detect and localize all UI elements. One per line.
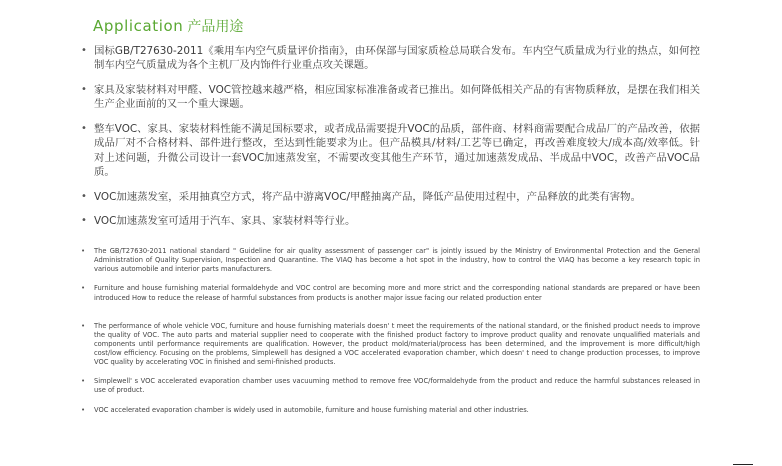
list-item: • Furniture and house furnishing material formaldehyde and VOC control are becoming more and more strict and the corresponding national standards are prepared or have been introduced How to reduce the release of harmful substances from products is another major issue facing our related production enter — [80, 284, 700, 302]
section-title-en: Application — [93, 17, 184, 35]
list-item: • 整车VOC、家具、家装材料性能不满足国标要求，或者成品需要提升VOC的品质，部件商、材料商需要配合成品厂的产品改善，依据成品厂对不合格材料、部件进行整改，至达到性能要求为止。但产品模具/材料/工艺等已确定，再改善难度较大/成本高/效率低。针对上述问题，升微公司设计一套VOC加速蒸发室，不需要改变其他生产环节，通过加速蒸发成品、半成品中VOC，改善产品VOC品质。 — [80, 122, 700, 179]
list-item: • VOC加速蒸发室可适用于汽车、家具、家装材料等行业。 — [80, 214, 700, 228]
list-item: • 国标GB/T27630-2011《乘用车内空气质量评价指南》，由环保部与国家质检总局联合发布。车内空气质量成为行业的热点，如何控制车内空气质量成为各个主机厂及内饰件行业重点攻关课题。 — [80, 44, 700, 73]
list-item: • The performance of whole vehicle VOC, furniture and house furnishing materials doesn' t meet the requirements of the national standard, or the finished product needs to improve the quality of VOC. The auto parts and material supplier need to cooperate with the finished product factory to improve product quality and renovate unqualified materials and components until performance requirements are qualification. However, the product mold/material/process has been determined, and the improvement is more difficult/high cost/low efficiency. Focusing on the problems, Simplewell has designed a VOC accelerated evaporation chamber, which doesn' t need to change production processes, to improve VOC quality by accelerating VOC in finished and semi-finished products. — [80, 322, 700, 367]
section-title — [93, 16, 243, 36]
list-item: • The GB/T27630-2011 national standard " Guideline for air quality assessment of passenger car" is jointly issued by the Ministry of Environmental Protection and the General Administration of Quality Supervision, Inspection and Quarantine. The VIAQ has become a hot spot in the industry, how to control the VIAQ has become a key research topic in various automobile and interior parts manufacturers. — [80, 247, 700, 274]
english-bullet-list — [80, 247, 700, 425]
section-title-zh: 产品用途 — [187, 19, 244, 35]
chinese-bullet-list — [80, 44, 700, 239]
list-item: • Simplewell' s VOC accelerated evaporation chamber uses vacuuming method to remove free VOC/formaldehyde from the product and reduce the harmful substances released in use of product. — [80, 377, 700, 395]
list-item: • VOC accelerated evaporation chamber is widely used in automobile, furniture and house furnishing material and other industries. — [80, 406, 700, 415]
list-item: • 家具及家装材料对甲醛、VOC管控越来越严格，相应国家标准准备或者已推出。如何降低相关产品的有害物质释放，是摆在我们相关生产企业面前的又一个重大课题。 — [80, 83, 700, 112]
corner-divider — [733, 464, 753, 465]
list-item: • VOC加速蒸发室，采用抽真空方式，将产品中游离VOC/甲醛抽离产品，降低产品使用过程中，产品释放的此类有害物。 — [80, 190, 700, 204]
